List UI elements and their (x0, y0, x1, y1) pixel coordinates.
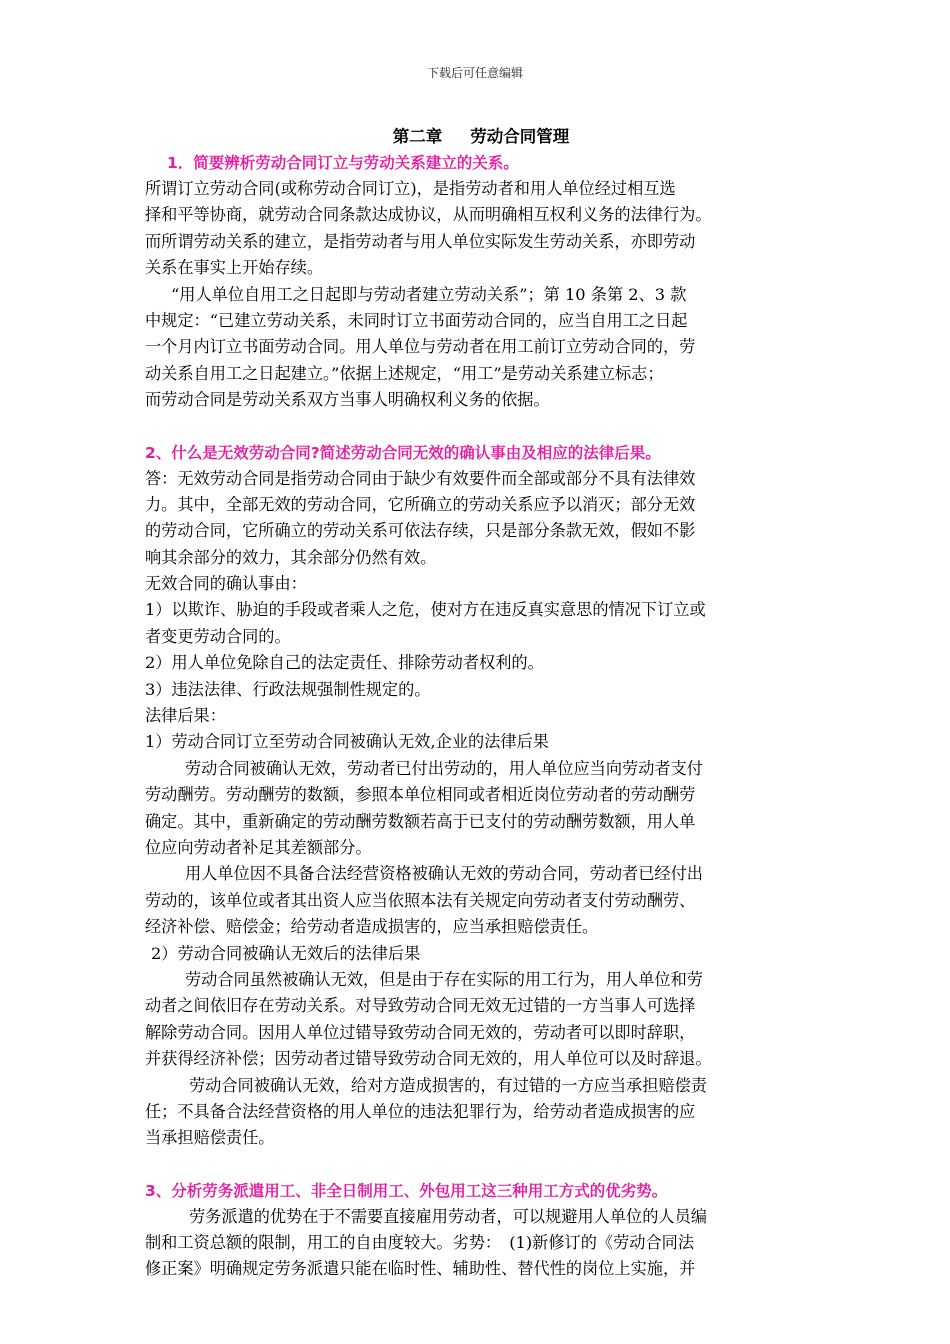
text-line: 用人单位因不具备合法经营资格被确认无效的劳动合同，劳动者已经付出 (185, 864, 703, 884)
text-line: 1）劳动合同订立至劳动合同被确认无效,企业的法律后果 (145, 732, 549, 752)
text-line: 关系在事实上开始存续。 (145, 258, 324, 278)
text-line: 答：无效劳动合同是指劳动合同由于缺少有效要件而全部或部分不具有法律效 (145, 468, 696, 488)
question-heading: 2、什么是无效劳动合同?简述劳动合同无效的确认事由及相应的法律后果。 (145, 443, 661, 462)
text-line: 2）用人单位免除自己的法定责任、排除劳动者权利的。 (145, 653, 544, 673)
text-line: 所谓订立劳动合同(或称劳动合同订立)，是指劳动者和用人单位经过相互选 (145, 179, 676, 198)
text-line: 并获得经济补偿；因劳动者过错导致劳动合同无效的，用人单位可以及时辞退。 (145, 1049, 712, 1069)
text-line: 确定。其中，重新确定的劳动酬劳数额若高于已支付的劳动酬劳数额，用人单 (145, 811, 696, 831)
text-line: 中规定：“已建立劳动关系，未同时订立书面劳动合同的，应当自用工之日起 (145, 310, 688, 330)
text-line: 择和平等协商，就劳动合同条款达成协议，从而明确相互权利义务的法律行为。 (145, 205, 712, 225)
text-line: 动关系自用工之日起建立。”依据上述规定，“用工”是劳动关系建立标志； (145, 363, 664, 383)
text-line: 劳动的，该单位或者其出资人应当依照本法有关规定向劳动者支付劳动酬劳、 (145, 890, 696, 910)
text-line: 动者之间依旧存在劳动关系。对导致劳动合同无效无过错的一方当事人可选择 (145, 996, 696, 1016)
text-line: 劳动合同被确认无效，劳动者已付出劳动的，用人单位应当向劳动者支付 (185, 758, 703, 778)
text-line: 者变更劳动合同的。 (145, 626, 291, 646)
text-line: “用人单位自用工之日起即与劳动者建立劳动关系”；第 10 条第 2、3 款 (171, 284, 687, 304)
text-line: 法律后果： (145, 706, 226, 726)
text-line: 解除劳动合同。因用人单位过错导致劳动合同无效的，劳动者可以即时辞职， (145, 1022, 696, 1042)
text-line: 无效合同的确认事由： (145, 574, 307, 594)
text-line: 任；不具备合法经营资格的用人单位的违法犯罪行为，给劳动者造成损害的应 (145, 1101, 696, 1121)
text-line: 当承担赔偿责任。 (145, 1128, 275, 1148)
text-line: 的劳动合同，它所确立的劳动关系可依法存续，只是部分条款无效，假如不影 (145, 521, 696, 541)
section-spacer (145, 1152, 817, 1178)
text-line: 劳务派遣的优势在于不需要直接雇用劳动者，可以规避用人单位的人员编 (189, 1206, 707, 1226)
text-line: 劳动酬劳。劳动酬劳的数额，参照本单位相同或者相近岗位劳动者的劳动酬劳 (145, 785, 696, 805)
text-line: 修正案》明确规定劳务派遣只能在临时性、辅助性、替代性的岗位上实施，并 (145, 1259, 696, 1279)
text-line: 而所谓劳动关系的建立，是指劳动者与用人单位实际发生劳动关系，亦即劳动 (145, 231, 696, 251)
text-line: 一个月内订立书面劳动合同。用人单位与劳动者在用工前订立劳动合同的，劳 (145, 337, 696, 357)
text-line: 劳动合同被确认无效，给对方造成损害的，有过错的一方应当承担赔偿责 (189, 1075, 707, 1095)
text-line: 劳动合同虽然被确认无效，但是由于存在实际的用工行为，用人单位和劳 (185, 969, 703, 989)
text-line: 制和工资总额的限制，用工的自由度较大。劣势： (1)新修订的《劳动合同法 (145, 1233, 695, 1253)
document-body (145, 124, 817, 1283)
chapter-name: 劳动合同管理 (470, 127, 570, 146)
section-spacer (145, 414, 817, 440)
text-line: 力。其中，全部无效的劳动合同，它所确立的劳动关系应予以消灭；部分无效 (145, 494, 696, 514)
text-line: 位应向劳动者补足其差额部分。 (145, 837, 372, 857)
text-line: 响其余部分的效力，其余部分仍然有效。 (145, 547, 437, 567)
question-heading: 1．简要辨析劳动合同订立与劳动关系建立的关系。 (167, 154, 519, 172)
text-line: 而劳动合同是劳动关系双方当事人明确权利义务的依据。 (145, 390, 550, 410)
text-line: 2）劳动合同被确认无效后的法律后果 (151, 943, 421, 963)
question-heading: 3、分析劳务派遣用工、非全日制用工、外包用工这三种用工方式的优劣势。 (145, 1181, 668, 1200)
page-header: 下载后可任意编辑 (426, 66, 523, 80)
text-line: 经济补偿、赔偿金；给劳动者造成损害的，应当承担赔偿责任。 (145, 917, 599, 937)
chapter-title (145, 124, 817, 150)
chapter-number: 第二章 (392, 127, 443, 146)
text-line: 3）违法法律、行政法规强制性规定的。 (145, 679, 431, 699)
text-line: 1）以欺诈、胁迫的手段或者乘人之危，使对方在违反真实意思的情况下订立或 (145, 600, 706, 620)
